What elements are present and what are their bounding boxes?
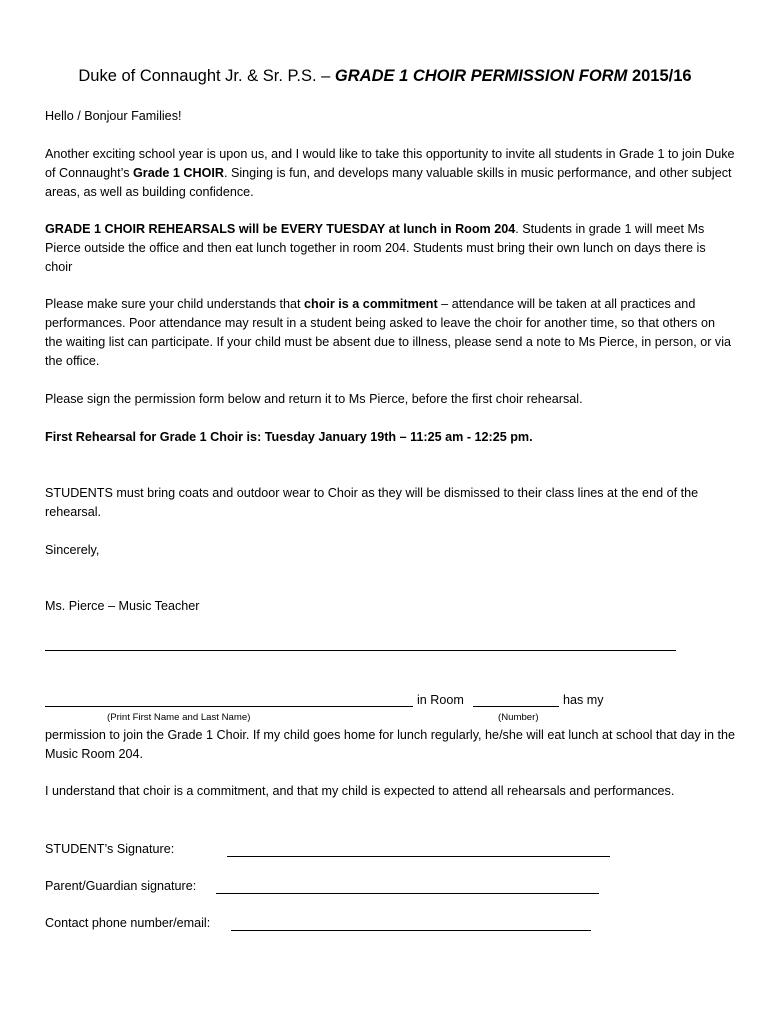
in-room-label: in Room [417, 693, 464, 707]
student-name-field[interactable] [45, 706, 413, 707]
rehearsal-details: . Students in grade 1 will meet Ms Pierce outside the office and then eat lunch together in room 204. Students must bring their own lunch on days there is choir [45, 222, 706, 274]
commitment-text-start: Please make sure your child understands that [45, 297, 305, 311]
permission-statement: permission to join the Grade 1 Choir. If my child goes home for lunch regularly, he/she will eat lunch at school that day in the Music Room 204. [45, 728, 735, 761]
contact-label: Contact phone number/email: [45, 916, 211, 930]
parent-signature-label: Parent/Guardian signature: [45, 879, 197, 893]
parent-signature-field[interactable] [216, 893, 599, 894]
return-instructions: Please sign the permission form below and return it to Ms Pierce, before the first choir rehearsal. [45, 392, 583, 406]
closing: Sincerely, [45, 543, 100, 557]
greeting: Hello / Bonjour Families! [45, 109, 182, 123]
first-rehearsal-date: First Rehearsal for Grade 1 Choir is: Tuesday January 19th – 11:25 am - 12:25 pm. [45, 430, 533, 444]
print-name-label: (Print First Name and Last Name) [107, 712, 251, 723]
intro-text-end: . Singing is fun, and develops many valuable skills in music performance, and other subject areas, as well as building confidence. [45, 166, 732, 199]
page-title [0, 66, 770, 86]
rehearsal-schedule: GRADE 1 CHOIR REHEARSALS will be EVERY TUESDAY at lunch in Room 204 [45, 222, 516, 236]
form-title: GRADE 1 CHOIR PERMISSION FORM [334, 67, 628, 85]
school-year: 2015/16 [627, 67, 692, 85]
students-note: STUDENTS must bring coats and outdoor wear to Choir as they will be dismissed to their class lines at the end of the rehearsal. [45, 486, 699, 519]
commitment-emphasis: choir is a commitment [304, 297, 438, 311]
intro-text-start: Another exciting school year is upon us, and I would like to take this opportunity to invite all students in Grade 1 to join Duke of Connaught’s [45, 147, 735, 180]
student-signature-field[interactable] [227, 856, 610, 857]
student-signature-label: STUDENT’s Signature: [45, 842, 175, 856]
intro-paragraph [45, 145, 735, 202]
commitment-text-end: – attendance will be taken at all practices and performances. Poor attendance may result in a student being asked to leave the choir for another time, so that others on the waiting list can participate. If your child must be absent due to illness, please send a note to Ms Pierce, in person, or via the office. [45, 297, 732, 368]
room-number-field[interactable] [473, 706, 559, 707]
number-label: (Number) [498, 712, 539, 723]
cut-line [45, 650, 676, 651]
contact-field[interactable] [231, 930, 591, 931]
rehearsal-paragraph [45, 220, 735, 277]
school-name: Duke of Connaught Jr. & Sr. P.S. – [78, 67, 335, 85]
intro-choir-name: Grade 1 CHOIR [133, 166, 224, 180]
commitment-statement: I understand that choir is a commitment, and that my child is expected to attend all rehearsals and performances. [45, 784, 675, 798]
teacher-signature: Ms. Pierce – Music Teacher [45, 599, 200, 613]
commitment-paragraph [45, 295, 735, 371]
has-my-label: has my [563, 693, 604, 707]
